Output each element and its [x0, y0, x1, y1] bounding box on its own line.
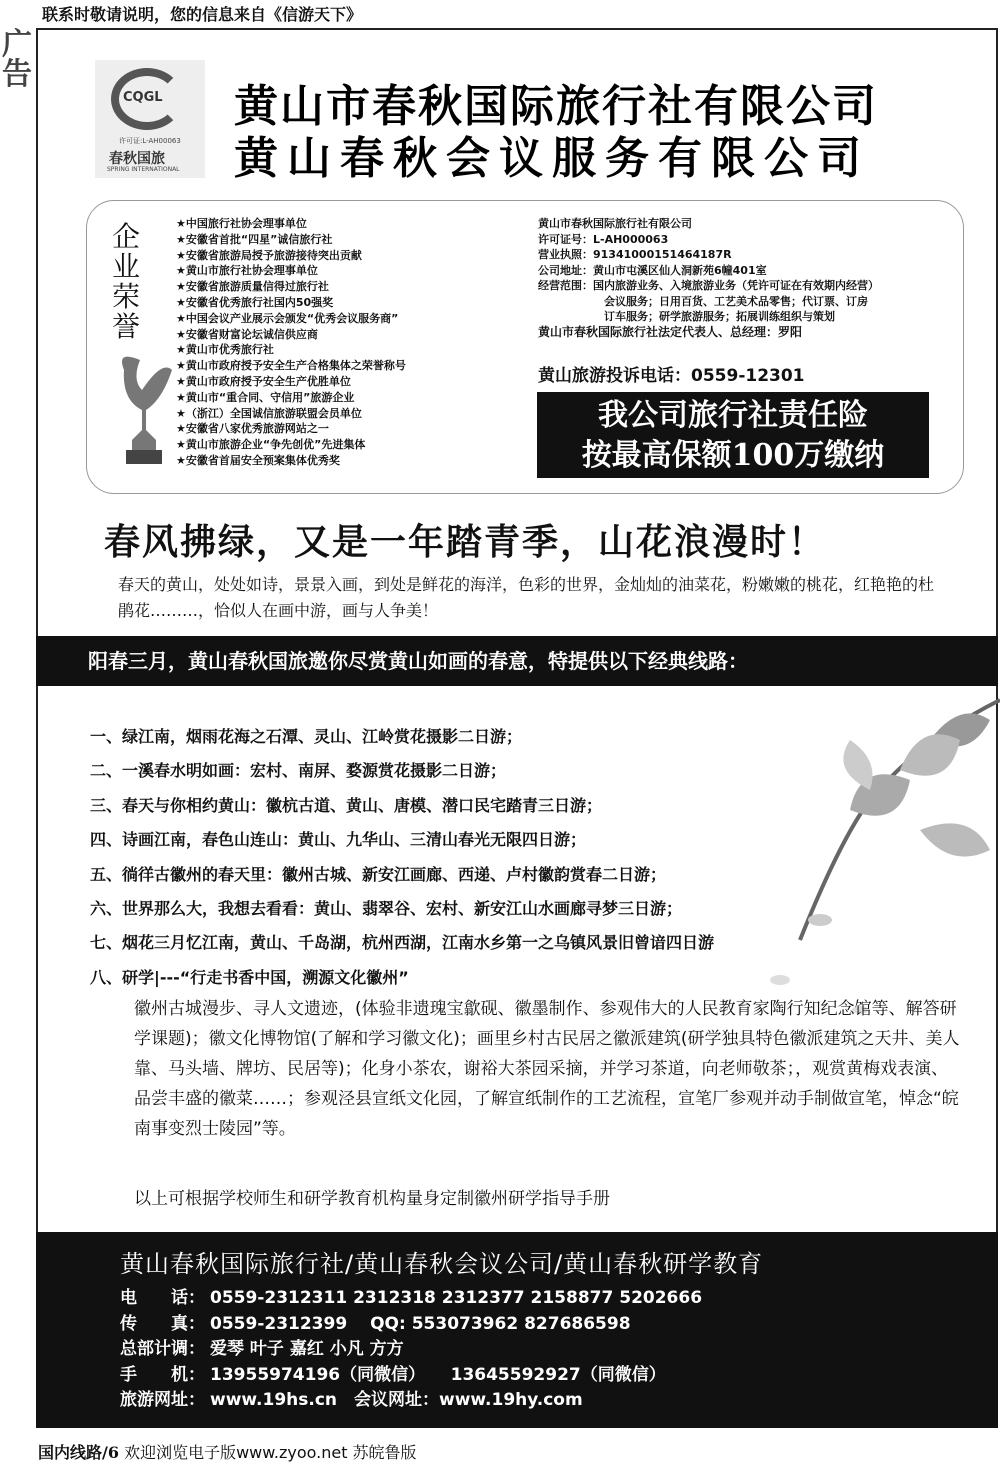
honor-item: ★安徽省旅游质量信得过旅行社: [176, 280, 329, 294]
honor-item: ★安徽省八家优秀旅游网站之一: [176, 422, 329, 436]
honor-item: ★安徽省首届安全预案集体优秀奖: [176, 453, 340, 467]
custom-note: 以上可根据学校师生和研学教育机构量身定制徽州研学指导手册: [134, 1189, 610, 1209]
route-item: 三、春天与你相约黄山：徽杭古道、黄山、唐模、潜口民宅踏青三日游；: [90, 795, 603, 815]
web-label: 旅游网址：: [120, 1390, 205, 1410]
trophy-icon: [112, 350, 174, 468]
honor-item: ★安徽省优秀旅行社国内50强奖: [176, 295, 334, 309]
honor-item: ★中国旅行社协会理事单位: [176, 217, 307, 230]
staff-value: 爱琴 叶子 嘉红 小凡 方方: [210, 1339, 404, 1359]
insurance-line-2: 按最高保额100万缴纳: [581, 438, 885, 473]
honor-item: ★黄山市“重合同、守信用”旅游企业: [176, 390, 355, 404]
contact-mobile-row: [120, 1363, 702, 1389]
info-license: 许可证号：L-AH000063: [538, 232, 669, 246]
fax-label: 传 真：: [120, 1313, 205, 1334]
honor-item: ★安徽省旅游局授予旅游接待突出贡献: [176, 248, 362, 262]
complaint-phone: 黄山旅游投诉电话：0559-12301: [538, 366, 805, 386]
contact-web-row: [120, 1388, 702, 1414]
intro-text: 春天的黄山，处处如诗，景景入画，到处是鲜花的海洋，色彩的世界，金灿灿的油菜花，粉嫩嫩的桃花，红艳艳的杜鹃花………，恰似人在画中游，画与人争美！: [118, 575, 935, 620]
info-scope-1: 经营范围：国内旅游业务、入境旅游业务（凭许可证在有效期内经营）: [538, 279, 879, 292]
mobile-value: 13955974196（同微信） 13645592927（同微信）: [210, 1364, 666, 1385]
honor-item: ★（浙江）全国诚信旅游联盟会员单位: [176, 406, 362, 420]
honor-item: ★安徽省财富论坛诚信供应商: [176, 327, 318, 341]
honor-item: ★黄山市旅游企业“争先创优”先进集体: [176, 438, 366, 452]
route-item: 八、研学|---“行走书香中国，溯源文化徽州”: [90, 967, 409, 987]
routes-band: 阳春三月，黄山春秋国旅邀你尽赏黄山如画的春意，特提供以下经典线路：: [36, 636, 998, 686]
contact-list: [120, 1286, 702, 1414]
honor-item: ★黄山市旅行社协会理事单位: [176, 264, 318, 278]
contact-title: 黄山春秋国际旅行社/黄山春秋会议公司/黄山春秋研学教育: [120, 1250, 764, 1278]
mobile-label: 手 机：: [120, 1364, 205, 1385]
honor-item: ★黄山市政府授予安全生产合格集体之荣誉称号: [176, 359, 406, 373]
honors-list: [176, 216, 406, 469]
research-text: 徽州古城漫步、寻人文遗迹，(体验非遗瑰宝歙砚、徽墨制作、参观伟大的人民教育家陶行知纪念馆等、解答研学课题)；徽文化博物馆(了解和学习徽文化)；画里乡村古民居之徽派建筑(研学独具特色徽派建筑之天井、美人靠、马头墙、牌坊、民居等)；化身小茶农，谢裕大茶园采摘，并学习茶道，向老师敬茶；，观赏黄梅戏表演、品尝丰盛的徽菜……；参观泾县宣纸文化园，了解宣纸制作的工艺流程，宣笔厂参观并动手制做宣笔，悼念“皖南事变烈士陵园”等。: [134, 999, 960, 1139]
info-name: 黄山市春秋国际旅行社有限公司: [538, 217, 692, 230]
honor-item: ★安徽省首批“四星”诚信旅行社: [176, 232, 333, 246]
route-item: 二、一溪春水明如画：宏村、南屏、婺源赏花摄影二日游；: [90, 761, 507, 781]
phone-value: 0559-2312311 2312318 2312377 2158877 5202666: [210, 1288, 703, 1308]
logo-name-cn: 春秋国旅: [109, 151, 165, 167]
fax-value: 0559-2312399 QQ: 553073962 827686598: [210, 1313, 631, 1334]
insurance-line-1: 我公司旅行社责任险: [598, 398, 868, 433]
contact-panel: [36, 1232, 998, 1428]
route-item: 五、徜徉古徽州的春天里：徽州古城、新安江画廊、西递、卢村徽韵赏春二日游；: [90, 864, 667, 884]
company-name-2: 黄山春秋会议服务有限公司: [234, 133, 870, 184]
top-note: 联系时敬请说明，您的信息来自《信游天下》: [42, 5, 363, 24]
headline: 春风拂绿，又是一年踏青季，山花浪漫时！: [104, 521, 827, 563]
contact-staff-row: [120, 1337, 702, 1363]
info-legal: 黄山市春秋国际旅行社法定代表人、总经理：罗阳: [538, 324, 803, 339]
info-scope-3: 订车服务；研学旅游服务；拓展训练组织与策划: [604, 310, 835, 323]
routes-list: [90, 724, 714, 999]
staff-label: 总部计调：: [120, 1339, 205, 1359]
insurance-box: [537, 392, 929, 478]
contact-fax-row: [120, 1312, 702, 1338]
honor-item: ★黄山市政府授予安全生产优胜单位: [176, 374, 351, 388]
honor-item: ★黄山市优秀旅行社: [176, 343, 274, 357]
footer-page: 国内线路/6: [38, 1443, 119, 1462]
company-logo: [95, 60, 205, 178]
route-item: 七、烟花三月忆江南，黄山、千岛湖，杭州西湖，江南水乡第一之乌镇风景旧曾谙四日游: [90, 933, 715, 953]
honors-title: 企业荣誉: [112, 220, 141, 343]
contact-phone-row: [120, 1286, 702, 1312]
info-business-license: 营业执照：91341000151464187R: [538, 248, 732, 261]
side-tag: 广告: [2, 27, 32, 92]
logo-mark: CQGL: [123, 90, 163, 105]
logo-license: 许可证:L-AH00063: [119, 137, 181, 145]
page-footer: [38, 1440, 417, 1463]
route-item: 六、世界那么大，我想去看看：黄山、翡翠谷、宏村、新安江山水画廊寻梦三日游；: [90, 898, 683, 918]
info-address: 公司地址：黄山市屯溪区仙人洞新苑6幢401室: [538, 263, 767, 277]
web-value: www.19hs.cn 会议网址：www.19hy.com: [210, 1390, 583, 1410]
honor-item: ★中国会议产业展示会颁发“优秀会议服务商”: [176, 311, 399, 325]
company-name-1: 黄山市春秋国际旅行社有限公司: [234, 81, 878, 132]
phone-label: 电 话：: [120, 1288, 205, 1308]
footer-text: 欢迎浏览电子版www.zyoo.net 苏皖鲁版: [124, 1443, 417, 1462]
route-item: 四、诗画江南，春色山连山：黄山、九华山、三清山春光无限四日游；: [90, 830, 587, 850]
company-info: [538, 216, 879, 340]
logo-name-en: SPRING INTERNATIONAL: [107, 166, 180, 173]
info-scope-2: 会议服务；日用百货、工艺美术品零售；代订票、订房: [604, 294, 868, 308]
route-item: 一、绿江南，烟雨花海之石潭、灵山、江岭赏花摄影二日游；: [90, 727, 523, 746]
